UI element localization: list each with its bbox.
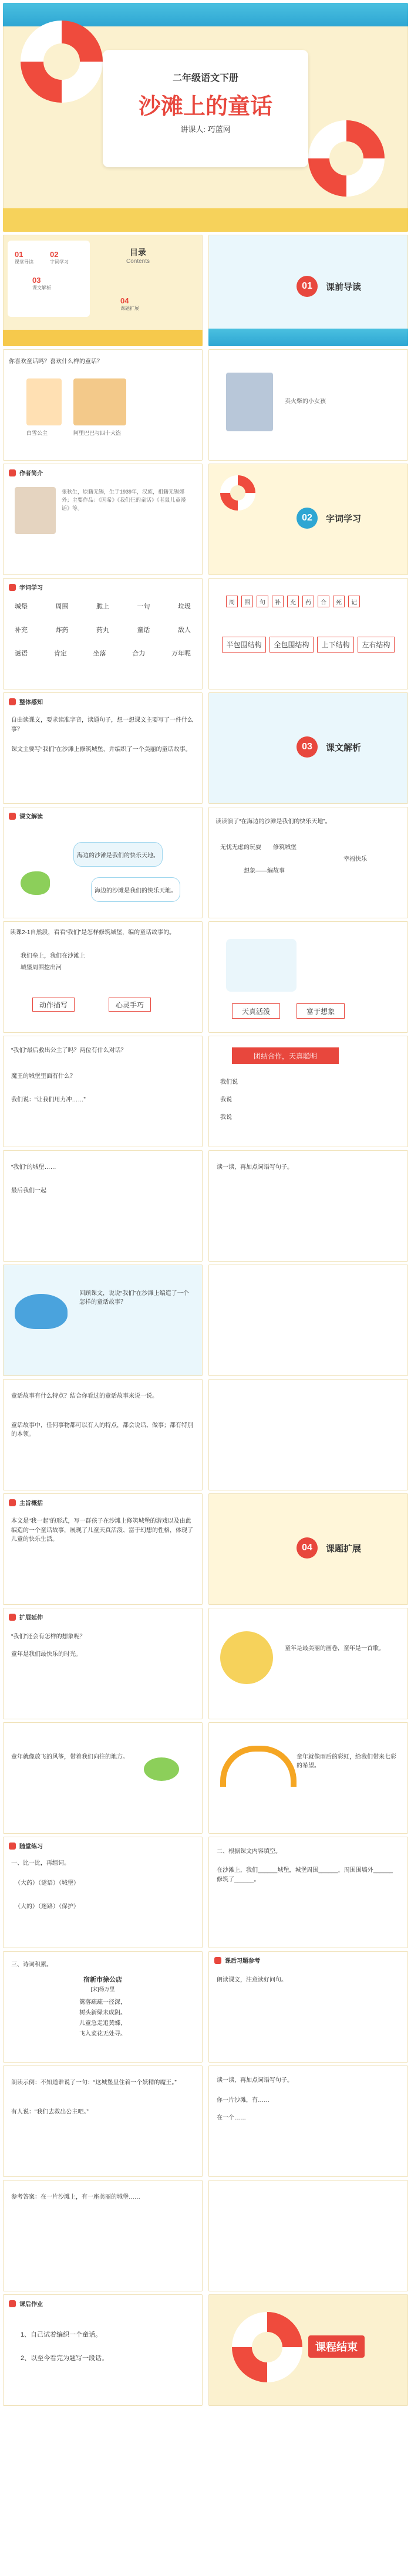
read-slide[interactable] <box>3 692 203 804</box>
lifebuoy-icon <box>308 120 385 197</box>
whale-text: 回顾课文，说说“我们”在沙滩上编造了一个怎样的童话故事？ <box>79 1290 189 1306</box>
match-girl-image <box>226 373 273 431</box>
fun-label: 读一读，再加点词语写句子。 <box>217 2077 293 2084</box>
whale-slide[interactable] <box>3 1265 203 1376</box>
ask-slide[interactable] <box>3 1150 203 1262</box>
structure-slide[interactable] <box>208 1379 408 1490</box>
slide-label: 课后习题参考 <box>225 1958 260 1965</box>
homework-slide[interactable] <box>3 2294 203 2406</box>
question-text: 你喜欢童话吗？喜欢什么样的童话？ <box>9 359 103 365</box>
unite-slide[interactable] <box>208 1036 408 1147</box>
caption-2: 阿里巴巴与四十大盗 <box>73 430 122 436</box>
section-4-slide[interactable] <box>208 1493 408 1605</box>
think-line-1: “我们”最后救出公主了吗？两位有什么对话？ <box>11 1047 127 1054</box>
rainbow-slide[interactable] <box>208 1722 408 1834</box>
poem-title: 宿新市徐公店 <box>83 1976 122 1983</box>
bird-icon <box>144 1757 179 1781</box>
slide-label: 课后作业 <box>19 2301 43 2308</box>
pair-1: （大药）（谜语）（城堡） <box>15 1880 79 1887</box>
fun-item-1: 你一片沙滩，有…… <box>217 2097 269 2104</box>
shell-slide[interactable] <box>208 1608 408 1719</box>
fun-answer-slide[interactable] <box>208 2180 408 2291</box>
fill-text: 在沙滩上，我们______城堡，城堡周围______，周围围墙外______修筑了______。 <box>217 1867 393 1883</box>
shell-icon <box>220 1631 273 1684</box>
slide-label: 课文解读 <box>19 814 43 820</box>
explain-slide[interactable] <box>3 807 203 918</box>
lifebuoy-icon <box>220 475 255 511</box>
read-text-1: 自由读课文，要求读准字音，读通句子，想一想课文主要写了一件什么事？ <box>11 717 193 733</box>
lifebuoy-icon <box>21 21 103 103</box>
trait-slide[interactable] <box>3 1379 203 1490</box>
snow-white-image <box>26 378 62 425</box>
section-title: 课文解析 <box>326 743 362 753</box>
poem-line-1: 篱落疏疏一径深， <box>79 1999 126 2006</box>
trait-line-1: 童话故事有什么特点？结合你看过的童话故事来说一说。 <box>11 1393 158 1399</box>
slide-label: 扩展延伸 <box>19 1615 43 1621</box>
shell-text: 童年是最美丽的画卷，童年是一首歌。 <box>285 1645 385 1652</box>
author-slide[interactable] <box>3 464 203 575</box>
story-slide[interactable] <box>208 1265 408 1376</box>
answer-bubble: 海边的沙滩是我们的快乐天地。 <box>91 877 180 902</box>
ali-baba-image <box>73 378 126 425</box>
bookmark-icon <box>9 2300 16 2307</box>
pair-2: （大的）（迷路）（保护） <box>15 1904 79 1910</box>
slide-label: 主旨概括 <box>19 1500 43 1507</box>
cover-lecturer-label: 讲课人: <box>180 125 206 134</box>
poem-line-2: 树头新绿未成阴。 <box>79 2010 126 2016</box>
section-title: 课题扩展 <box>326 1544 362 1554</box>
lesson-text: 本文是“我一起”的形式，写一群孩子在沙滩上修筑城堡的游戏以及由此编造的一个童话故事，展现了儿童天真活泼、富于幻想的性格，体现了儿童的快乐生活。 <box>11 1518 193 1543</box>
words-row-1: 城堡 周围 脆上 一句 垃圾 <box>15 603 191 610</box>
chars-slide[interactable] <box>208 578 408 689</box>
poem-line-3: 儿童急走追黄蝶， <box>79 2020 126 2027</box>
ship-slide[interactable] <box>208 921 408 1033</box>
think-slide[interactable] <box>3 1036 203 1147</box>
tag-innocent: 天真活泼 <box>232 1003 280 1019</box>
castle-line-1: 我们垒上，我们在沙滩上 <box>21 953 85 959</box>
fairy-question-slide[interactable] <box>3 349 203 461</box>
ship-image <box>226 939 297 992</box>
section-title: 字词学习 <box>326 514 362 524</box>
section-number: 03 <box>297 736 318 758</box>
section-number: 04 <box>297 1537 318 1559</box>
poem-author: [宋]杨万里 <box>90 1986 115 1992</box>
bookmark-icon <box>9 1499 16 1506</box>
struct-labels: 半包围结构 全包围结构 上下结构 左右结构 <box>220 637 396 653</box>
expand-line-1: “我们”还会有怎样的想象呢？ <box>11 1634 86 1640</box>
section-title: 课前导读 <box>326 282 362 292</box>
words-row-3: 谜语 肯定 坐落 合力 万年呢 <box>15 650 191 657</box>
ending-text: 课程结束 <box>308 2335 365 2358</box>
poem-line-4: 飞入菜花无处寻。 <box>79 2031 126 2037</box>
lesson-slide[interactable] <box>3 1493 203 1605</box>
think-line-2: 魔王的城堡里面有什么？ <box>11 1073 76 1080</box>
castle-slide[interactable] <box>3 921 203 1033</box>
cover-slide[interactable] <box>3 3 408 232</box>
char-grid: 周 围 句 补 充 药 合 死 记 <box>226 596 360 607</box>
bookmark-icon <box>214 1957 221 1964</box>
caption-3: 卖火柴的小女孩 <box>285 398 326 405</box>
tag-skill: 心灵手巧 <box>109 998 151 1012</box>
bookmark-icon <box>9 469 16 476</box>
bookmark-icon <box>9 1843 16 1850</box>
toc-slide[interactable] <box>3 235 203 346</box>
tag-2: 修筑城堡 <box>273 844 297 851</box>
speech-bubble: 海边的沙滩是我们的快乐天地。 <box>73 842 163 867</box>
unite-item-1: 我们说 <box>220 1079 238 1086</box>
homework-item-2: 2、以至今看完为题写一段话。 <box>21 2355 109 2362</box>
toc-item-1[interactable]: 01 课堂导读 <box>15 250 33 265</box>
tag-imagine: 富于想象 <box>297 1003 345 1019</box>
homework-item-1: 1、自己试着编织一个童话。 <box>21 2331 102 2338</box>
unite-item-3: 我说 <box>220 1114 232 1121</box>
read-text-2: 课文主要写“我们”在沙滩上修筑城堡，并编织了一个美丽的童话故事。 <box>11 746 191 753</box>
words-row-2: 补充 炸药 药丸 童话 敌人 <box>15 627 191 634</box>
cover-lecturer: 巧蓝网 <box>207 125 231 134</box>
cover-title: 沙滩上的童话 <box>138 94 272 119</box>
answer-question: 朗读课文，注意读好问句。 <box>217 1977 287 1983</box>
expand-slide[interactable] <box>3 1608 203 1719</box>
toc-item-3[interactable]: 03 课文解析 <box>32 276 51 290</box>
caption-1: 白雪公主 <box>26 430 48 436</box>
bookmark-icon <box>9 813 16 820</box>
tag-3: 想象——编故事 <box>244 868 285 874</box>
author-bio: 张秋生，原籍无锡，生于1939年，汉族，祖籍无锡郊外；主要作品：《因希》《我们仨的童话》《老鼠儿童漫话》等。 <box>62 489 186 511</box>
fun-slide[interactable] <box>208 2065 408 2177</box>
unite-item-2: 我说 <box>220 1097 232 1103</box>
rainbow-text: 童年就像雨后的彩虹，给我们带来七彩的希望。 <box>297 1754 396 1769</box>
section-number: 02 <box>297 508 318 529</box>
toc-heading: 目录 Contents <box>126 248 150 265</box>
words-slide[interactable] <box>3 578 203 689</box>
practice-slide[interactable] <box>3 1837 203 1948</box>
ask-2-slide[interactable] <box>208 1150 408 1262</box>
answer-line-1: 参考答案：在一片沙滩上，有一座美丽的城堡…… <box>11 2194 140 2200</box>
kite-slide[interactable] <box>3 1722 203 1834</box>
ask-line-2: 最后我们一起 <box>11 1188 46 1194</box>
slide-label: 整体感知 <box>19 699 43 706</box>
expand-line-2: 童年是我们最快乐的时光。 <box>11 1651 82 1658</box>
section-2-slide[interactable] <box>208 464 408 575</box>
ask-line-1: “我们”的城堡…… <box>11 1164 56 1171</box>
ending-slide[interactable] <box>208 2294 408 2406</box>
lifebuoy-icon <box>232 2312 302 2382</box>
think-line-3: 我们说：“让我们用力冲……” <box>11 1097 86 1103</box>
fish-icon <box>21 871 50 895</box>
fun-item-2: 在一个…… <box>217 2115 246 2121</box>
slide-label: 字词学习 <box>19 585 43 591</box>
unite-title: 团结合作，天真聪明 <box>232 1047 339 1064</box>
bookmark-icon <box>9 1614 16 1621</box>
tag-action: 动作描写 <box>32 998 75 1012</box>
read-line-1: 朗读示例：不知道谁说了一句：“这城堡里住着一个妖精的魔王。” <box>11 2080 177 2086</box>
ask-title: 读一读，再加点词语写句子。 <box>217 1164 293 1171</box>
section-3-slide[interactable] <box>208 692 408 804</box>
q3: 三、诗词积累。 <box>11 1962 52 1968</box>
whale-icon <box>15 1294 68 1329</box>
q2: 二、根据课文内容填空。 <box>217 1848 281 1855</box>
poem-slide[interactable] <box>3 1951 203 2063</box>
fill-slide[interactable] <box>208 1837 408 1948</box>
bookmark-icon <box>9 698 16 705</box>
answer-slide[interactable] <box>3 2180 203 2291</box>
q1: 一、比一比，再组词。 <box>11 1860 70 1867</box>
cover-grade: 二年级语文下册 <box>172 73 238 83</box>
tag-1: 无忧无虑的玩耍 <box>220 844 261 851</box>
trait-line-2: 童话故事中，任何事物都可以有人的特点，都会说话、做事；都有特别的本领。 <box>11 1422 193 1438</box>
tag-4: 幸福快乐 <box>343 856 367 863</box>
kite-text: 童年就像放飞的风筝，带着我们向往的地方。 <box>11 1754 129 1760</box>
match-girl-slide[interactable] <box>208 349 408 461</box>
toc-item-4[interactable]: 04 课题扩展 <box>120 296 139 311</box>
read-line-2: 有人说：“我们去救出公主吧。” <box>11 2109 89 2115</box>
castle-line-2: 城堡周围挖出河 <box>21 965 62 971</box>
slide-label: 随堂练习 <box>19 1844 43 1850</box>
section-number: 01 <box>297 276 318 297</box>
map-title: 读读演了“在海边的沙滩是我们的快乐天地”。 <box>215 819 331 825</box>
slide-label: 作者简介 <box>19 471 43 477</box>
explain-map-slide[interactable] <box>208 807 408 918</box>
bookmark-icon <box>9 584 16 591</box>
read-aloud-slide[interactable] <box>3 2065 203 2177</box>
rainbow-icon <box>220 1746 297 1787</box>
section-1-slide[interactable] <box>208 235 408 346</box>
castle-text: 读课2-1自然段，看看“我们”是怎样修筑城堡，编的童话故事的。 <box>10 929 176 936</box>
toc-item-2[interactable]: 02 字词学习 <box>50 250 69 265</box>
answer-ref-slide[interactable] <box>208 1951 408 2063</box>
author-photo <box>15 487 56 534</box>
